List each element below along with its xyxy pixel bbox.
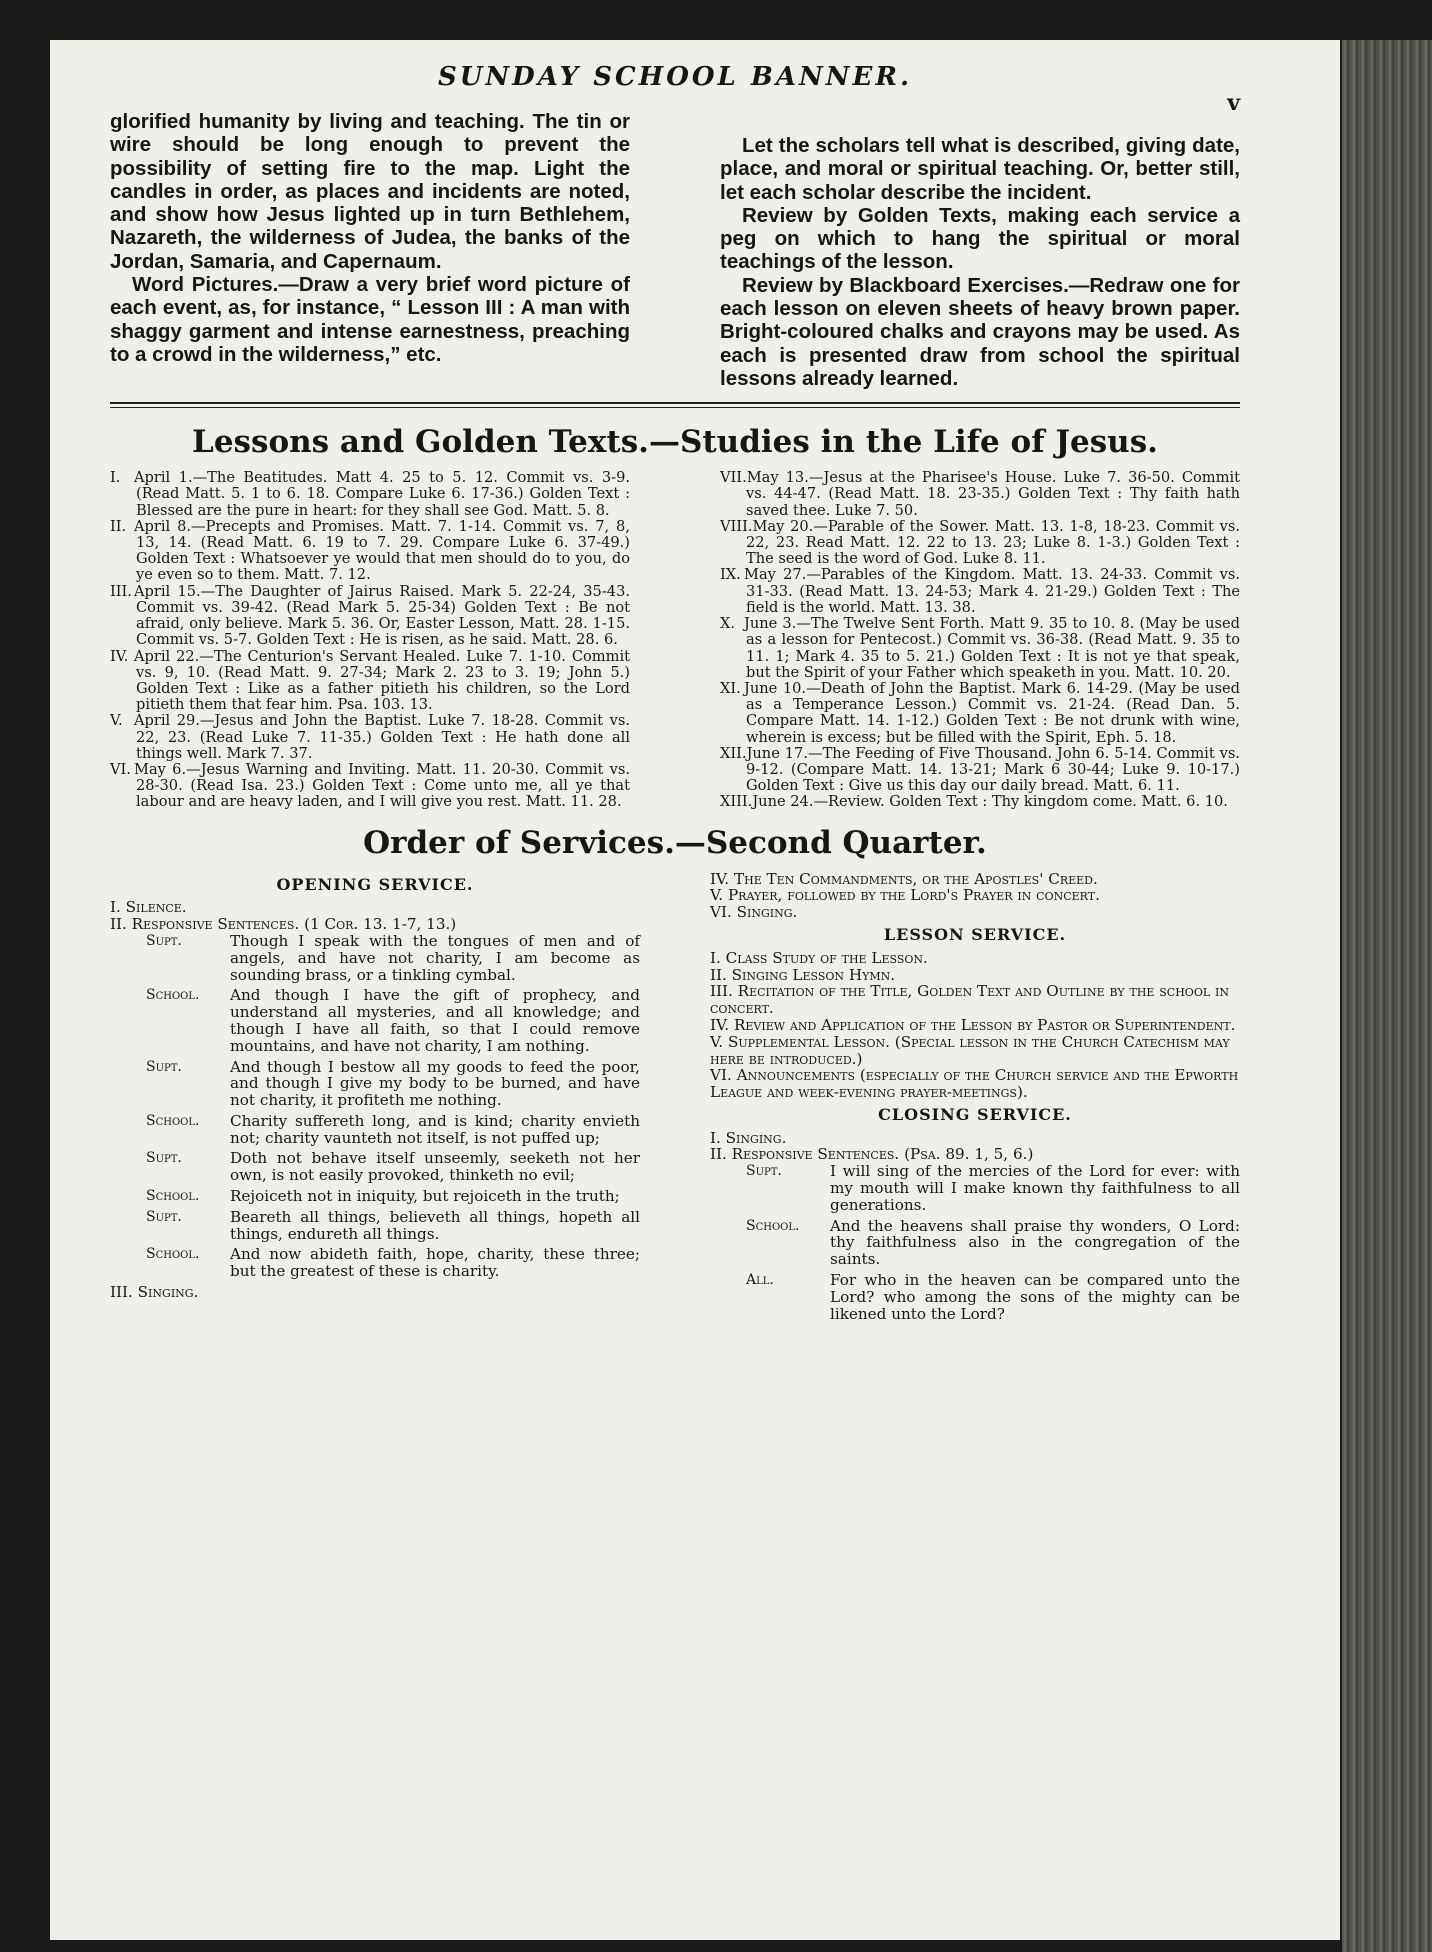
intro-paragraph: Review by Golden Texts, making each service a peg on which to hang the spiritual or moral teachings of the lesson. xyxy=(720,203,1240,274)
response-text: And though I have the gift of prophecy, and understand all mysteries, and all knowledge; and though I have all faith, so that I could remove mountains, and have not charity, I am nothing. xyxy=(230,986,640,1055)
book-spine xyxy=(1342,40,1432,1952)
lesson-service-heading: LESSON SERVICE. xyxy=(883,924,1067,944)
responsive-sentences xyxy=(110,933,640,1280)
lesson-text: June 24.—Review. Golden Text : Thy kingdom come. Matt. 6. 10. xyxy=(752,793,1228,811)
lesson-entry xyxy=(110,649,630,714)
lesson-entry xyxy=(720,567,1240,616)
page-content xyxy=(110,60,1240,1326)
speaker: Supt. xyxy=(746,1163,782,1180)
service-item: II. Responsive Sentences. (Psa. 89. 1, 5, 6.) xyxy=(710,1145,1034,1164)
lesson-number: I. xyxy=(110,469,121,487)
lesson-entry xyxy=(110,762,630,811)
intro-paragraph: Review by Blackboard Exercises.—Redraw one for each lesson on eleven sheets of heavy brown paper. Bright-coloured chalks and crayons may be used. As each is presented draw from school the spiritual lessons already learned. xyxy=(720,273,1240,390)
divider-rule xyxy=(110,402,1240,408)
lesson-text: April 8.—Precepts and Promises. Matt. 7. 1-14. Commit vs. 7, 8, 13, 14. (Read Matt. 6. 19 to 7. 29. Compare Luke 6. 37-49.) Golden Text : Whatsoever ye would that men should do to you, do ye even so to them. Matt. 7. 12. xyxy=(134,517,630,584)
response xyxy=(746,1272,1240,1322)
response xyxy=(146,1188,640,1205)
services-columns xyxy=(110,871,1240,1327)
response-text: I will sing of the mercies of the Lord for ever: with my mouth will I make known thy faithfulness to all generations. xyxy=(830,1162,1240,1214)
response-text: Though I speak with the tongues of men and of angels, and have not charity, I am become as sounding brass, or a tinkling cymbal. xyxy=(230,931,640,984)
service-item: I. Class Study of the Lesson. xyxy=(710,948,928,967)
lesson-number: VIII. xyxy=(720,517,753,535)
speaker: School. xyxy=(746,1217,800,1234)
lesson-text: April 29.—Jesus and John the Baptist. Luke 7. 18-28. Commit vs. 22, 23. (Read Luke 7. 11-35.) Golden Text : He hath done all things well. Mark 7. 37. xyxy=(134,712,630,762)
lesson-number: VI. xyxy=(110,760,131,778)
lesson-text: May 13.—Jesus at the Pharisee's House. Luke 7. 36-50. Commit vs. 44-47. (Read Matt. 18. 23-35.) Golden Text : Thy faith hath saved thee. Luke 7. 50. xyxy=(746,469,1240,519)
speaker: Supt. xyxy=(146,1208,182,1225)
response xyxy=(746,1163,1240,1213)
service-item: III. Recitation of the Title, Golden Text and Outline by the school in concert. xyxy=(710,982,1229,1018)
intro-right-column xyxy=(720,110,1240,390)
lesson-entry xyxy=(720,519,1240,568)
lesson-text: April 15.—The Daughter of Jairus Raised. Mark 5. 22-24, 35-43. Commit vs. 39-42. (Read Mark 5. 25-34) Golden Text : Be not afraid, only believe. Mark 5. 36. Or, Easter Lesson, Matt. 28. 1-15. Commit vs. 5-7. Golden Text : He is risen, as he said. Matt. 28. 6. xyxy=(134,582,630,649)
lesson-entry xyxy=(720,681,1240,746)
response xyxy=(146,1209,640,1243)
lesson-text: June 3.—The Twelve Sent Forth. Matt 9. 35 to 10. 8. (May be used as a lesson for Pentecost.) Commit vs. 36-38. (Read Matt. 9. 35 to 11. 1; Mark 4. 35 to 5. 21.) Golden Text : It is not ye that speak, but the Spirit of your Father which speaketh in you. Matt. 10. 20. xyxy=(744,615,1240,681)
lesson-number: XII. xyxy=(720,744,747,762)
speaker: School. xyxy=(146,1246,200,1263)
lesson-entry xyxy=(110,470,630,519)
lesson-entry xyxy=(720,746,1240,795)
speaker: Supt. xyxy=(146,1150,182,1167)
lesson-text: May 6.—Jesus Warning and Inviting. Matt. 11. 20-30. Commit vs. 28-30. (Read Isa. 23.) Golden Text : Come unto me, all ye that labour and are heavy laden, and I will give you rest. Matt. 11. 28. xyxy=(134,760,630,811)
lesson-text: April 22.—The Centurion's Servant Healed. Luke 7. 1-10. Commit vs. 9, 10. (Read Matt. 9. 27-34; Mark 2. 23 to 3. 19; John 5.) Golden Text : Like as a father pitieth his children, so the Lord pitieth them that fear him. Psa. 103. 13. xyxy=(134,647,630,714)
lesson-entry xyxy=(720,616,1240,681)
response-text: And the heavens shall praise thy wonders, O Lord: thy faithfulness also in the congregation of the saints. xyxy=(830,1216,1240,1269)
lesson-text: June 10.—Death of John the Baptist. Mark 6. 14-29. (May be used as a Temperance Lesson.) Commit vs. 21-24. (Read Dan. 5. Compare Matt. 14. 1-12.) Golden Text : Be not drunk with wine, wherein is excess; but be filled with the Spirit, Eph. 5. 18. xyxy=(744,679,1240,746)
lesson-closing-service-column xyxy=(710,871,1240,1327)
lesson-number: IV. xyxy=(110,647,129,665)
lesson-number: III. xyxy=(110,582,132,600)
service-item: V. Prayer, followed by the Lord's Prayer in concert. xyxy=(710,886,1100,905)
lesson-entry xyxy=(110,584,630,649)
lessons-right-column xyxy=(720,470,1240,810)
service-item: VI. Singing. xyxy=(710,903,798,922)
speaker: Supt. xyxy=(146,932,182,949)
response xyxy=(146,1059,640,1109)
lesson-number: XI. xyxy=(720,679,741,697)
speaker: All. xyxy=(746,1272,774,1289)
intro-columns xyxy=(110,110,1240,390)
lesson-number: II. xyxy=(110,517,127,535)
response-text: Doth not behave itself unseemly, seeketh not her own, is not easily provoked, thinketh no evil; xyxy=(230,1149,640,1185)
lesson-number: IX. xyxy=(720,566,741,584)
response-text: For who in the heaven can be compared unto the Lord? who among the sons of the mighty can be likened unto the Lord? xyxy=(830,1271,1240,1323)
lesson-number: VII. xyxy=(720,469,747,487)
speaker: School. xyxy=(146,987,200,1004)
response-text: And though I bestow all my goods to feed the poor, and though I give my body to be burned, and have not charity, it profiteth me nothing. xyxy=(230,1057,640,1110)
service-item: IV. Review and Application of the Lesson by Pastor or Superintendent. xyxy=(710,1015,1236,1034)
intro-paragraph: glorified humanity by living and teaching. The tin or wire should be long enough to prevent the possibility of setting fire to the map. Light the candles in order, as places and incidents are noted, and show how Jesus lighted up in turn Bethlehem, Nazareth, the wilderness of Judea, the banks of the Jordan, Samaria, and Capernaum. xyxy=(110,110,630,273)
lesson-entry xyxy=(110,713,630,762)
response xyxy=(746,1218,1240,1268)
opening-service-heading: OPENING SERVICE. xyxy=(276,874,474,894)
closing-responsive-sentences xyxy=(710,1163,1240,1322)
page-number: v xyxy=(1227,90,1240,116)
response xyxy=(146,1246,640,1280)
running-head xyxy=(110,60,1240,116)
lessons-columns xyxy=(110,470,1240,810)
response xyxy=(146,933,640,983)
service-item: III. Singing. xyxy=(110,1283,199,1302)
speaker: Supt. xyxy=(146,1058,182,1075)
intro-paragraph: Word Pictures.—Draw a very brief word picture of each event, as, for instance, “ Lesson III : A man with shaggy garment and intense earnestness, preaching to a crowd in the wilderness,” etc. xyxy=(110,273,630,366)
lessons-left-column xyxy=(110,470,630,810)
speaker: School. xyxy=(146,1112,200,1129)
intro-paragraph: Let the scholars tell what is described, giving date, place, and moral or spiritual teaching. Or, better still, let each scholar describe the incident. xyxy=(720,134,1240,204)
service-item: IV. The Ten Commandments, or the Apostles' Creed. xyxy=(710,869,1098,888)
lesson-number: X. xyxy=(720,615,736,633)
response-text: And now abideth faith, hope, charity, these three; but the greatest of these is charity. xyxy=(230,1245,640,1281)
lesson-entry xyxy=(720,470,1240,519)
services-title: Order of Services.—Second Quarter. xyxy=(363,824,987,861)
closing-service-heading: CLOSING SERVICE. xyxy=(878,1104,1072,1124)
lesson-text: April 1.—The Beatitudes. Matt 4. 25 to 5. 12. Commit vs. 3-9. (Read Matt. 5. 1 to 6. 18. Compare Luke 6. 17-36.) Golden Text : Blessed are the pure in heart: for they shall see God. Matt. 5. 8. xyxy=(134,469,630,519)
lesson-entry xyxy=(110,519,630,584)
response xyxy=(146,1113,640,1147)
response-text: Charity suffereth long, and is kind; charity envieth not; charity vaunteth not itself, is not puffed up; xyxy=(230,1111,640,1147)
lesson-text: June 17.—The Feeding of Five Thousand. John 6. 5-14. Commit vs. 9-12. (Compare Matt. 14. 13-21; Mark 6 30-44; Luke 9. 10-17.) Golden Text : Give us this day our daily bread. Matt. 6. 11. xyxy=(746,744,1240,795)
speaker: School. xyxy=(146,1188,200,1205)
service-item: V. Supplemental Lesson. (Special lesson in the Church Catechism may here be introduced.) xyxy=(710,1032,1230,1068)
service-item: II. Responsive Sentences. (1 Cor. 13. 1-7, 13.) xyxy=(110,915,457,934)
service-item: II. Singing Lesson Hymn. xyxy=(710,965,896,984)
running-title: SUNDAY SCHOOL BANNER. xyxy=(437,62,913,92)
lesson-text: May 27.—Parables of the Kingdom. Matt. 13. 24-33. Commit vs. 31-33. (Read Matt. 13. 24-53; Mark 4. 21-29.) Golden Text : The field is the world. Matt. 13. 38. xyxy=(744,566,1240,616)
intro-left-column xyxy=(110,110,630,390)
lessons-title: Lessons and Golden Texts.—Studies in the Life of Jesus. xyxy=(192,424,1158,461)
service-item: VI. Announcements (especially of the Church service and the Epworth League and week-evening prayer-meetings). xyxy=(710,1066,1239,1102)
response xyxy=(146,987,640,1054)
response-text: Rejoiceth not in iniquity, but rejoiceth in the truth; xyxy=(230,1187,620,1206)
lesson-entry xyxy=(720,794,1240,810)
lesson-number: V. xyxy=(110,712,123,730)
service-item: I. Singing. xyxy=(710,1128,787,1147)
response-text: Beareth all things, believeth all things, hopeth all things, endureth all things. xyxy=(230,1207,640,1243)
response xyxy=(146,1150,640,1184)
service-item: I. Silence. xyxy=(110,898,187,917)
opening-service-column xyxy=(110,871,640,1327)
lesson-number: XIII. xyxy=(720,793,753,811)
lesson-text: May 20.—Parable of the Sower. Matt. 13. 1-8, 18-23. Commit vs. 22, 23. Read Matt. 12. 22 to 13. 23; Luke 8. 1-3.) Golden Text : The seed is the word of God. Luke 8. 11. xyxy=(746,517,1240,568)
